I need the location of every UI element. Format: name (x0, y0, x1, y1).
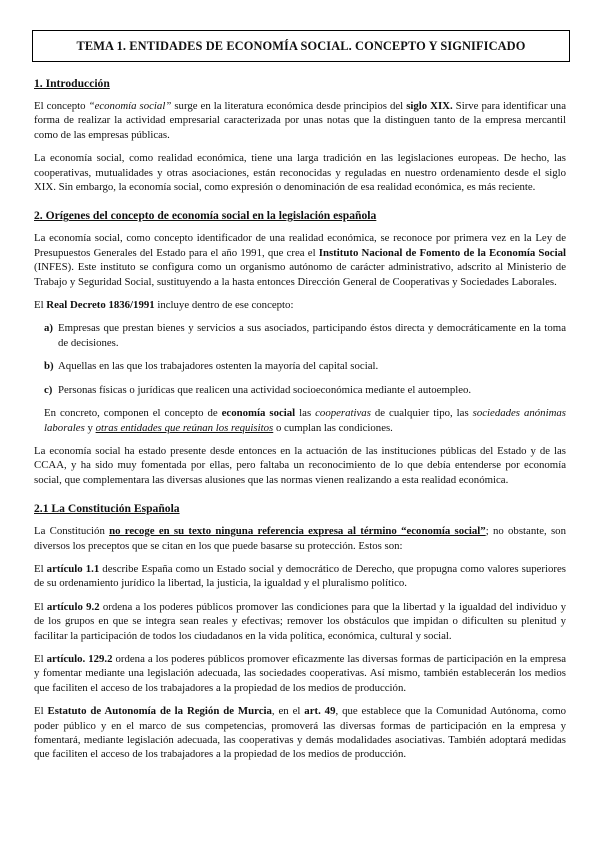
section-heading-origenes: 2. Orígenes del concepto de economía social en la legislación española (34, 209, 377, 223)
text-run: (INFES). Este instituto se configura como un organismo autónomo de carácter administrativo, adscrito al Ministerio de Trabajo y Seguridad Social, sustituyendo a la hasta entonces Dirección General de Cooperativas y Sociedades Laborales. (34, 261, 566, 288)
text-run-bold: art. 49 (304, 705, 336, 718)
text-run: El (34, 705, 48, 718)
document-title-text: TEMA 1. ENTIDADES DE ECONOMÍA SOCIAL. CONCEPTO Y SIGNIFICADO (76, 38, 526, 53)
text-run-bold: siglo XIX. (406, 100, 453, 112)
text-run-italic: sociedades anónimas laborales (44, 407, 566, 434)
list-text: Empresas que prestan bienes y servicios a sus asociados, participando éstos directa y democráticamente en la toma de decisiones. (58, 322, 566, 349)
text-run: las (295, 407, 316, 420)
paragraph-articulo-129-2 (34, 652, 566, 695)
paragraph-estatuto-murcia (34, 704, 566, 762)
document-title (32, 30, 570, 62)
text-run: En concreto, componen el concepto de (44, 407, 222, 420)
paragraph-origenes-2 (34, 298, 566, 312)
text-run: , que establece que la Comunidad Autónoma, como poder público y en el marco de sus competencias, promoverá las diversas formas de participación en la empresa y fomentará, mediante legislación adecuada, las cooperativas y demás modalidades asociativas. También adoptará medidas que faciliten el acceso de los trabajadores a la propiedad de los medios de producción. (34, 705, 567, 761)
text-run: de cualquier tipo, las (370, 407, 473, 420)
text-run: ordena a los poderes públicos promover eficazmente las diversas formas de participación en la empresa y fomentar mediante una legislación adecuada, las sociedades cooperativas. Así mismo, también establecerán los medios que faciliten el acceso de los trabajadores a la propiedad de los medios de producción. (34, 652, 566, 694)
text-run: surge en la literatura económica desde principios del (171, 100, 407, 112)
section-heading-introduccion: 1. Introducción (34, 77, 110, 90)
text-run: El concepto (34, 100, 89, 112)
paragraph-articulo-9-2 (34, 600, 566, 643)
text-run-bold: Estatuto de Autonomía de la Región de Murcia (47, 705, 272, 718)
text-run-bold: economía social (221, 407, 296, 420)
list-marker: b) (44, 360, 54, 373)
text-run-italic: cooperativas (315, 407, 371, 420)
paragraph-origenes-3 (44, 406, 566, 435)
list-text: Aquellas en las que los trabajadores ostenten la mayoría del capital social. (58, 360, 379, 373)
text-run-italic-underline: otras entidades que reúnan los requisitos (95, 421, 274, 434)
text-run-bold: artículo. 129.2 (46, 652, 113, 665)
list-item (44, 359, 566, 373)
list-marker: c) (44, 383, 53, 396)
list-marker: a) (44, 322, 53, 335)
text-run-bold: Real Decreto 1836/1991 (46, 299, 155, 312)
paragraph-articulo-1-1 (34, 562, 566, 591)
text-run: La Constitución (34, 525, 110, 538)
paragraph-constitucion-1 (34, 524, 566, 553)
text-run: describe España como un Estado social y democrático de Derecho, que propugna como valores superiores de su ordenamiento jurídico la libertad, la justicia, la igualdad y el pluralismo político. (34, 562, 566, 590)
text-run-bold: artículo 1.1 (46, 562, 100, 575)
list-item (44, 321, 566, 350)
text-run: o cumplan las condiciones. (273, 421, 393, 434)
text-run: El (34, 652, 47, 665)
text-run: ordena a los poderes públicos promover las condiciones para que la libertad y la igualdad del individuo y de los grupos en que se integra sean reales y efectivas; remover los obstáculos que impidan o dificulten su plenitud y facilitar la participación de todos los ciudadanos en la vida política, económica, cultural y social. (34, 600, 567, 642)
text-run: ; no obstante, son diversos los preceptos que se citan en los que puede basarse su protección. Estos son: (34, 525, 566, 552)
section-heading-constitucion: 2.1 La Constitución Española (34, 502, 180, 516)
text-run-italic: “economía social” (88, 100, 172, 112)
text-run-bold: Instituto Nacional de Fomento de la Economía Social (318, 246, 566, 259)
text-run: El (34, 562, 47, 575)
paragraph-origenes-4: La economía social ha estado presente desde entonces en la actuación de las instituciones públicas del Estado y de las CCAA, y ha sido muy fomentada por ellas, pero faltaba un reconocimiento de lo que debía entenderse por economía social, que complementara las diversas alusiones que las normas vienen realizando a esta realidad económica. (34, 444, 566, 486)
text-run: La economía social, como concepto identificador de una realidad económica, se reconoce por primera vez en la Ley de Presupuestos Generales del Estado para el año 1991, que crea el (34, 232, 566, 259)
text-run: El (34, 299, 47, 312)
document-page (34, 30, 566, 771)
text-run-bold: artículo 9.2 (46, 600, 100, 613)
list-item (44, 383, 566, 397)
text-run: El (34, 600, 47, 613)
list-text: Personas físicas o jurídicas que realicen una actividad socioeconómica mediante el autoempleo. (58, 383, 472, 396)
paragraph-origenes-1 (34, 231, 566, 289)
text-run: incluye dentro de ese concepto: (154, 299, 294, 312)
text-run: Sirve para identificar una forma de realizar la actividad empresarial caracterizada por unas notas que la distinguen tanto de la empresa mercantil como de las empresas públicas. (34, 100, 566, 141)
text-run: , en el (271, 705, 305, 718)
text-run: y (84, 421, 96, 434)
paragraph-intro-2: La economía social, como realidad económica, tiene una larga tradición en las legislaciones europeas. De hecho, las cooperativas, mutualidades y otras asociaciones, están reconocidas y reguladas en nuestro ordenamiento desde el siglo XIX. Sin embargo, la economía social, como expresión o denominación de esa realidad económica, es más reciente. (34, 152, 566, 194)
paragraph-intro-1 (34, 99, 566, 142)
text-run-bold-underline: no recoge en su texto ninguna referencia expresa al término “economía social” (109, 525, 486, 538)
